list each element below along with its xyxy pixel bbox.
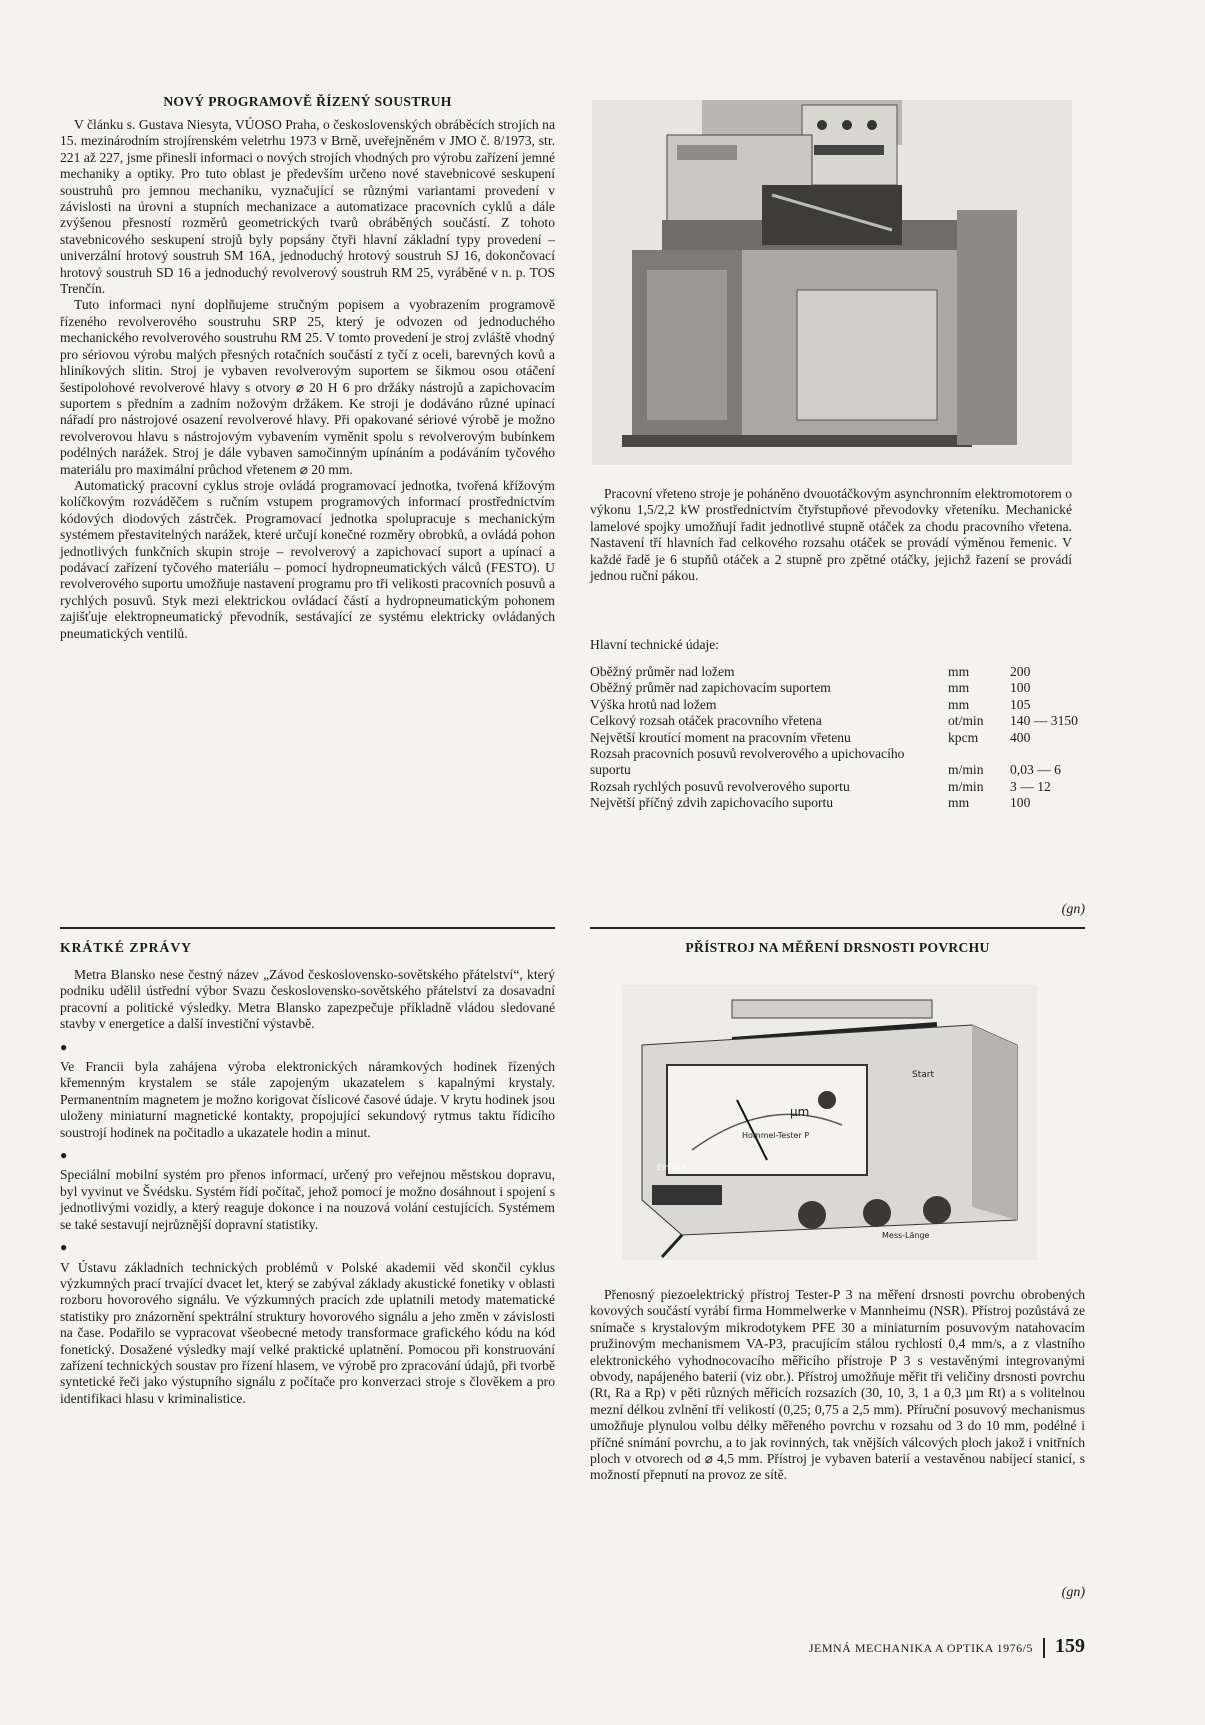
bullet-icon: ● — [60, 1039, 68, 1054]
paragraph: Automatický pracovní cyklus stroje ovládá programovací jednotka, tvořená křížovým kolíčkovým rozváděčem s ručním vstupem programových informací prostřednictvím kódových diodových zástrček. Programovací jednotka spolupracuje s mechanickým systémem přestavitelných narážek, které určují konečné rozměry obrobků, a ovládá pohon jednotlivých funkčních skupin stroje – revolverový a zapichovací suport a upínací a podávací zařízení tyčového materiálu – pomocí hydropneumatických válců (FESTO). U revolverového suportu umožňuje nastavení programu pro tři velikosti pracovních posuvů a rychlých posuvů. Styk mezi elektrickou ovládací částí a hydropneumatickým pohonem zajišťuje elektropneumatický převodník, sestávající ze systému elektricky ovládaných pneumatických ventilů. — [60, 477, 555, 641]
spec-value: 140 — 3150 — [1010, 713, 1078, 729]
specs-table-wrap — [590, 664, 1110, 812]
divider — [60, 927, 555, 929]
spec-unit: mm — [948, 795, 970, 811]
specs-heading: Hlavní technické údaje: — [590, 637, 720, 652]
lathe-photo — [592, 100, 1072, 465]
spec-unit: kpcm — [948, 729, 979, 745]
spec-label: Oběžný průměr nad zapichovacím suportem — [590, 680, 831, 696]
dial-unit: µm — [790, 1105, 810, 1119]
news-item: V Ústavu základních technických problémů v Polské akademii věd skončil cyklus výzkumných prací trvající dvacet let, který se zabýval základy akustické fonetiky v oblasti rozboru hovorového signálu. Ve výzkumných pracích zde uplatnili metody matematické statistiky pro znázornění spektrální struktury hovorového signálu a jeho změn v závislosti na čase. Podařilo se vypracovat všeobecné metody transformace grafického kódu na kód fonetický. Dosažené výsledky mají velké praktické uplatnění. Pomocou při konstruování zařízení technických soustav pro řízení hlasem, ve výrobě pro zpracování údajů, při tvorbě syntetické řeči jako výstupního signálu z počítače pro konverzaci stroje s člověkem a pro identifikaci hlasu v kriminalistice. — [60, 1259, 555, 1406]
spec-label: Rozsah pracovních posuvů revolverového a upichovacího suportu — [590, 746, 905, 778]
instrument-illustration — [622, 985, 1037, 1260]
news-list — [60, 967, 555, 1407]
spec-label: Výška hrotů nad ložem — [590, 696, 717, 712]
section-title-news: KRÁTKÉ ZPRÁVY — [60, 940, 192, 955]
lathe-illustration — [592, 100, 1072, 465]
bullet-icon: ● — [60, 1240, 68, 1255]
spec-value: 100 — [1010, 795, 1031, 811]
power-switch-label: Ein Aus — [657, 1163, 687, 1172]
spec-value: 200 — [1010, 664, 1031, 679]
paragraph: Tuto informaci nyní doplňujeme stručným popisem a vyobrazením programově řízeného revolverového soustruhu SRP 25, který je odvozen od jednoduchého mechanického revolverového soustruhu RM 25. V tomto provedení je stroj zvláště vhodný pro sériovou výrobu malých přesných rotačních součástí z tyčí z oceli, barevných kovů a hliníkových slitin. Stroj je vybaven revolverovým suportem se šikmou osou otáčení šestipolohové revolverové hlavy s otvory ⌀ 20 H 6 pro držáky nástrojů a zapichovacím suportem s předním a zadním nožovým držákem. Ke stroji je dodáváno různé upínací nářadí pro nástrojové osazení revolverové hlavy. Při opakované sériové výrobě je možno revolverovou hlavu s nástrojovým vybavením vyměnit spolu s revolverovým bubínkem podélných narážek. Stroj je dále vybaven samočinným upínáním a podáváním tyčového materiálu pro maximální průchod vřetenem ⌀ 20 mm. — [60, 297, 555, 477]
spec-unit: mm — [948, 680, 970, 696]
spec-row — [590, 730, 1110, 746]
page-number: 159 — [1055, 1635, 1085, 1657]
spec-row — [590, 697, 1110, 713]
paragraph: Pracovní vřeteno stroje je poháněno dvouotáčkovým asynchronním elektromotorem o výkonu 1,5/2,2 kW prostřednictvím čtyřstupňové převodovky vřeteníku. Mechanické lamelové spojky umožňují řadit jednotlivé stupně otáček za chodu pracovního vřetena. Nastavení tří hlavních řad celkového rozsahu otáček se provádí výměnou řemenic. V každé řadě je 6 stupňů otáček a 2 stupně pro zpětné otáčky, jejichž řazení se provádí jednou ruční pákou. — [590, 486, 1072, 584]
page-footer — [745, 1635, 1085, 1658]
spec-label: Celkový rozsah otáček pracovního vřetena — [590, 713, 822, 729]
spec-unit: m/min — [948, 778, 984, 794]
dial-brand: Hommel-Tester P — [742, 1131, 810, 1140]
article-body-roughness — [590, 1287, 1085, 1484]
length-knob-label: Mess-Länge — [882, 1231, 930, 1240]
paragraph: V článku s. Gustava Niesyta, VÚOSO Praha, o československých obráběcích strojích na 15. mezinárodním strojírenském veletrhu 1973 v Brně, uveřejněném v JMO č. 8/1973, str. 221 až 227, jsme přinesli informaci o nových strojích vhodných pro výrobu zařízení jemné mechaniky a optiky. Pro tuto oblast je především určeno nové stavebnicové seskupení soustruhů pro jemnou mechaniku, vyznačující se různými variantami provedení v závislosti na úrovni a stupních mechanizace a automatizace pracovních cyklů a dále zvýšenou přesností rozměrů geometrických tvarů obráběných součástí. Z tohoto stavebnicového seskupení strojů byly popsány čtyři hlavní základní typy provedení – univerzální hrotový soustruh SM 16A, jednoduchý hrotový soustruh SJ 16, dokončovací hrotový soustruh SD 16 a jednoduchý revolverový soustruh RM 25, vyráběné v n. p. TOS Trenčín. — [60, 117, 555, 297]
spec-row — [590, 795, 1110, 811]
spec-unit: mm — [948, 664, 970, 679]
news-item: Ve Francii byla zahájena výroba elektronických náramkových hodinek řízených křemenným krystalem se stále zapojeným ukazatelem s kapalnými krystaly. Permanentním magnetem je možno korigovat číslicové časové údaje. V krytu hodinek jsou uloženy miniaturní magnetické kontakty, propojující sekundový rytmus taktu řídicího soustrojí hodinek na počitadlo a ukazatele hodin a minut. — [60, 1059, 555, 1140]
article-body-lathe-right — [590, 486, 1072, 584]
news-item: Metra Blansko nese čestný název „Závod československo-sovětského přátelství“, který podniku udělil ústřední výbor Svazu československo-sovětského přátelství za dosavadní pracovní a politické výsledky. Metra Blansko zapezpečuje příkladně vládou sledované stavby v energetice a další investiční výstavbě. — [60, 967, 555, 1032]
spec-row — [590, 664, 1110, 680]
article-body-lathe — [60, 117, 555, 642]
spec-label: Oběžný průměr nad ložem — [590, 664, 735, 679]
article-title-lathe: NOVÝ PROGRAMOVĚ ŘÍZENÝ SOUSTRUH — [163, 94, 452, 109]
spec-row — [590, 680, 1110, 696]
spec-unit: ot/min — [948, 713, 984, 729]
spec-value: 100 — [1010, 680, 1031, 696]
footer-separator — [1043, 1638, 1045, 1658]
spec-row — [590, 713, 1110, 729]
signature: (gn) — [1061, 1585, 1085, 1600]
specs-table — [590, 664, 1110, 812]
spec-value: 0,03 — 6 — [1010, 762, 1061, 778]
news-item: Speciální mobilní systém pro přenos informací, určený pro veřejnou městskou dopravu, byl vyvinut ve Švédsku. Systém řídí počítač, jehož pomocí je možno dosáhnout i spojení s jednotlivými vozidly, a který reaguje dokonce i na nouzová volání cestujících. Systémem se také sestavují nejrůznější dopravní statistiky. — [60, 1167, 555, 1232]
paragraph: Přenosný piezoelektrický přístroj Tester-P 3 na měření drsnosti povrchu obrobených kovových součástí vyrábí firma Hommelwerke v Mannheimu (NSR). Přístroj pozůstává ze snímače s krystalovým mikrodotykem PFE 30 a miniaturním posuvovým natahovacím pružinovým mechanismem VA-P3, pracujícím stálou rychlostí 0,4 mm/s, a z vlastního elektronického vyhodnocovacího měřicího přístroje P 3 s vestavěnými integrovanými obvody, napájeného baterií (viz obr.). Přístroj umožňuje měřit tři veličiny drsnosti povrchu (Rt, Ra a Rp) v pěti různých měřicích rozsazích (30, 10, 3, 1 a 0,3 µm Rt) a s volitelnou mezní délkou zvlnění tří velikostí (0,25; 0,75 a 2,5 mm). Příruční posuvový mechanismus umožňuje plynulou volbu délky měřeného povrchu v rozsahu od 3 do 10 mm, podélné i příčné snímání povrchu, a to jak rovinných, tak vnějších válcových ploch jakož i vnitřních ploch v otvorech od ⌀ 4,5 mm. Přístroj je vybaven baterií a vestavěnou nabíjecí stanicí, s možností přepnutí na provoz ze sítě. — [590, 1287, 1085, 1483]
spec-value: 105 — [1010, 696, 1031, 712]
spec-row — [590, 746, 1110, 779]
spec-unit: mm — [948, 696, 970, 712]
journal-name: JEMNÁ MECHANIKA A OPTIKA 1976/5 — [808, 1641, 1033, 1655]
spec-label: Největší příčný zdvih zapichovacího suportu — [590, 795, 834, 811]
spec-row — [590, 779, 1110, 795]
spec-label: Rozsah rychlých posuvů revolverového suportu — [590, 778, 850, 794]
spec-value: 400 — [1010, 729, 1031, 745]
signature: (gn) — [1061, 902, 1085, 917]
spec-unit: m/min — [948, 762, 984, 778]
start-label: Start — [912, 1070, 934, 1080]
instrument-photo — [622, 985, 1037, 1260]
article-title-roughness: PŘÍSTROJ NA MĚŘENÍ DRSNOSTI POVRCHU — [685, 940, 990, 955]
bullet-icon: ● — [60, 1148, 68, 1163]
divider — [590, 927, 1085, 929]
spec-value: 3 — 12 — [1010, 778, 1051, 794]
spec-label: Největší kroutící moment na pracovním vřetenu — [590, 729, 851, 745]
